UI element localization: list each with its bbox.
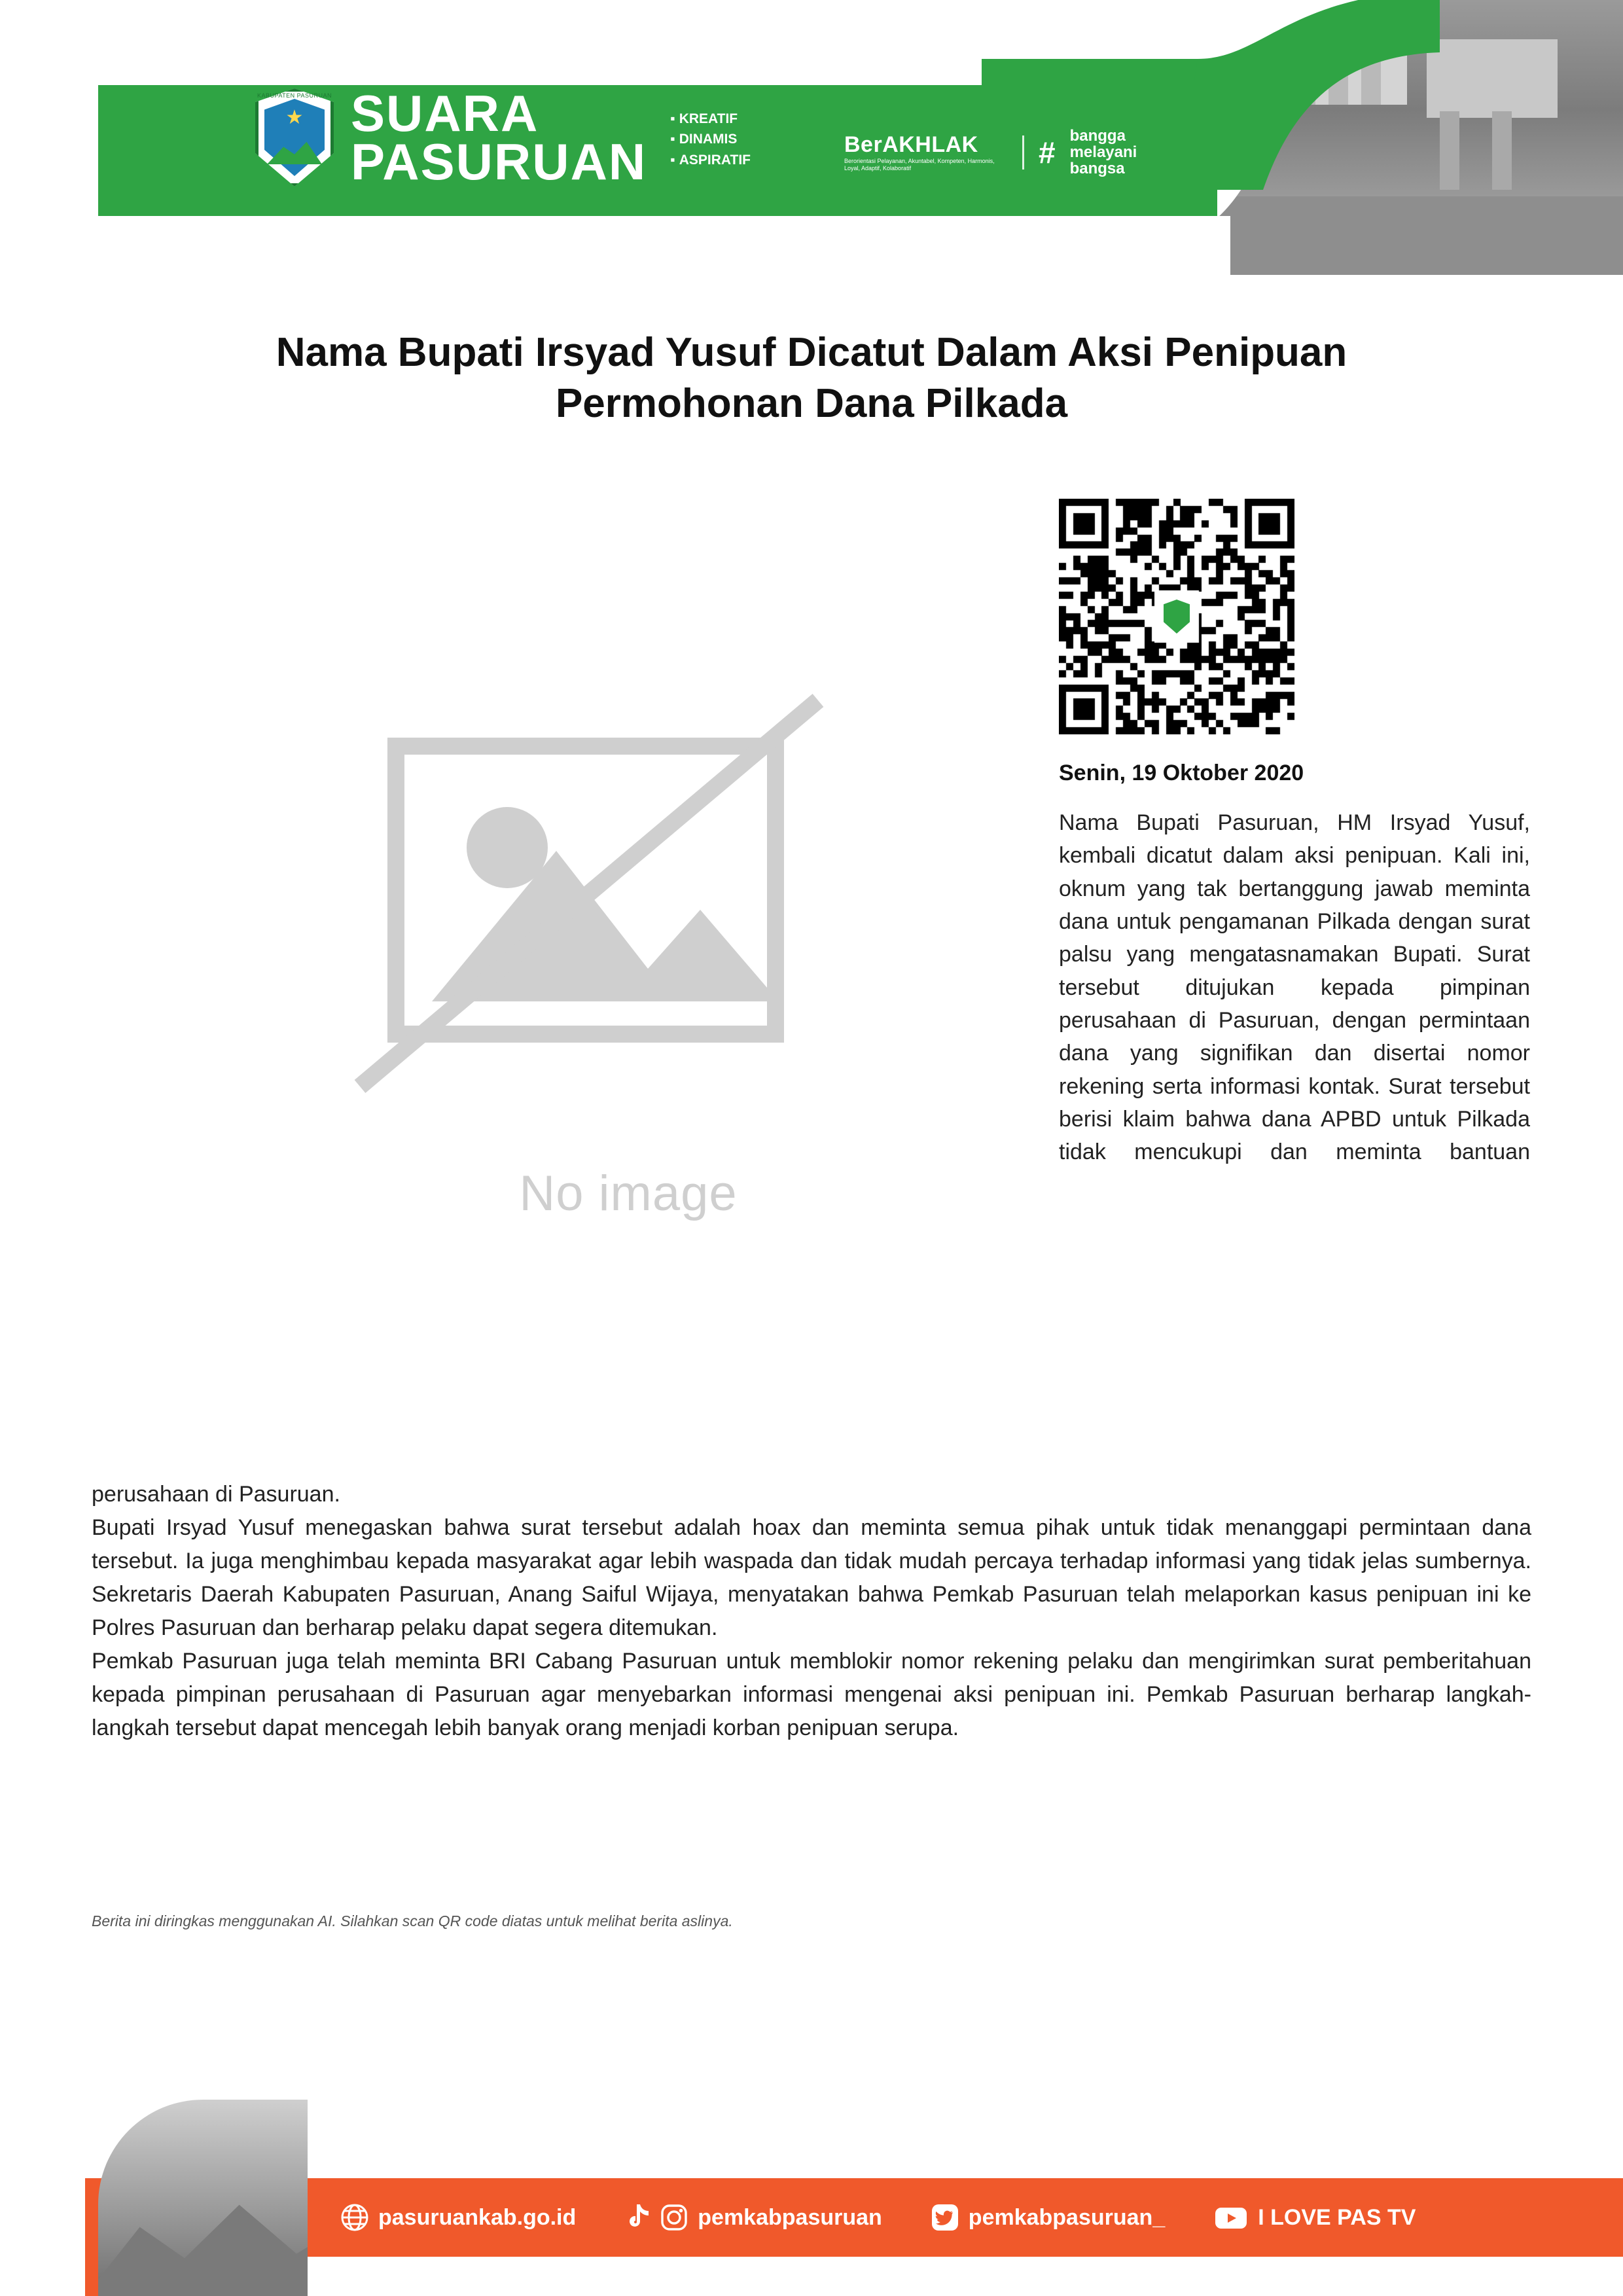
globe-icon <box>340 2203 369 2232</box>
article-paragraph-1: perusahaan di Pasuruan. <box>92 1482 340 1507</box>
bangga-line-2: melayani <box>1069 143 1137 162</box>
brand-line-1: SUARA <box>351 84 539 142</box>
bangga-line-1: bangga <box>1069 127 1126 145</box>
hashtag-icon: # <box>1039 135 1056 170</box>
twitter-icon <box>931 2203 959 2232</box>
tagline-item-2: ▪ DINAMIS <box>670 129 751 150</box>
tagline-item-3: ▪ ASPIRATIF <box>670 150 751 171</box>
footer-twitter-label: pemkabpasuruan_ <box>968 2204 1166 2230</box>
footer-links <box>340 2178 1571 2257</box>
ai-summary-note: Berita ini diringkas menggunakan AI. Silahkan scan QR code diatas untuk melihat berita aslinya. <box>92 1912 733 1929</box>
footer-photo <box>98 2100 308 2296</box>
brand-tagline <box>670 109 751 171</box>
berakhlak-subtitle: Berorientasi Pelayanan, Akuntabel, Kompeten, Harmonis, Loyal, Adaptif, Kolaboratif <box>844 158 995 172</box>
brand-logo-block <box>255 84 751 190</box>
footer-website-label: pasuruankab.go.id <box>378 2204 577 2230</box>
qr-center-logo-icon <box>1159 595 1194 638</box>
instagram-icon <box>660 2203 688 2232</box>
qr-code[interactable] <box>1059 499 1294 734</box>
footer-social-twitter[interactable] <box>931 2203 1165 2232</box>
berakhlak-lockup <box>844 128 1137 177</box>
article-lead-paragraph: Nama Bupati Pasuruan, HM Irsyad Yusuf, kembali dicatut dalam aksi penipuan. Kali ini, oknum yang tak bertanggung jawab meminta dana untuk pengamanan Pilkada dengan surat palsu yang mengatasnamakan Bupati. Surat tersebut ditujukan kepada pimpinan perusahaan di Pasuruan, dengan permintaan dana yang signifikan dan disertai nomor rekening serta informasi kontak. Surat tersebut berisi klaim bahwa dana APBD untuk Pilkada tidak mencukupi dan meminta bantuan <box>1059 810 1530 1165</box>
crest-label: KABUPATEN PASURUAN <box>257 92 332 99</box>
article-body <box>92 1478 1531 1745</box>
article-paragraph-3: Pemkab Pasuruan juga telah meminta BRI Cabang Pasuruan untuk memblokir nomor rekening pelaku dan mengirimkan surat pemberitahuan kepada pimpinan perusahaan di Pasuruan agar menyebarkan informasi mengenai aksi penipuan ini. Pemkab Pasuruan berharap langkah-langkah tersebut dapat mencegah lebih banyak orang menjadi korban penipuan serupa. <box>92 1649 1531 1740</box>
bangga-melayani-bangsa <box>1070 128 1137 177</box>
article-paragraph-2: Bupati Irsyad Yusuf menegaskan bahwa surat tersebut adalah hoax dan meminta semua pihak untuk tidak menanggapi permintaan dana tersebut. Ia juga menghimbau kepada masyarakat agar lebih waspada dan tidak mudah percaya terhadap informasi yang tidak jelas sumbernya. Sekretaris Daerah Kabupaten Pasuruan, Anang Saiful Wijaya, menyatakan bahwa Pemkab Pasuruan telah melaporkan kasus penipuan ini ke Polres Pasuruan dan berharap pelaku dapat segera ditemukan. <box>92 1515 1531 1640</box>
pasuruan-crest-icon: KABUPATEN PASURUAN ★ <box>255 88 334 187</box>
broken-image-icon <box>281 661 975 1250</box>
brand-line-2: PASURUAN <box>351 133 647 190</box>
footer-youtube-label: I LOVE PAS TV <box>1258 2204 1416 2230</box>
footer-website[interactable] <box>340 2203 576 2232</box>
tagline-item-1: ▪ KREATIF <box>670 109 751 130</box>
page-header <box>0 0 1623 275</box>
article-date: Senin, 19 Oktober 2020 <box>1059 761 1304 785</box>
footer-instagram-label: pemkabpasuruan <box>698 2204 882 2230</box>
article-title: Nama Bupati Irsyad Yusuf Dicatut Dalam Aksi Penipuan Permohonan Dana Pilkada <box>276 330 1347 427</box>
page-footer <box>0 2080 1623 2296</box>
image-placeholder <box>281 661 975 1250</box>
brand-wordmark <box>351 84 647 190</box>
bangga-line-3: bangsa <box>1069 160 1125 178</box>
footer-social-instagram[interactable] <box>624 2203 882 2232</box>
youtube-icon <box>1213 2203 1249 2232</box>
header-bottom-margin <box>0 216 1230 275</box>
footer-social-youtube[interactable] <box>1213 2203 1416 2232</box>
image-placeholder-label: No image <box>519 1166 738 1221</box>
berakhlak-title: BerAKHLAK <box>844 132 978 158</box>
berakhlak-divider <box>1022 135 1024 170</box>
tiktok-icon <box>624 2203 651 2232</box>
